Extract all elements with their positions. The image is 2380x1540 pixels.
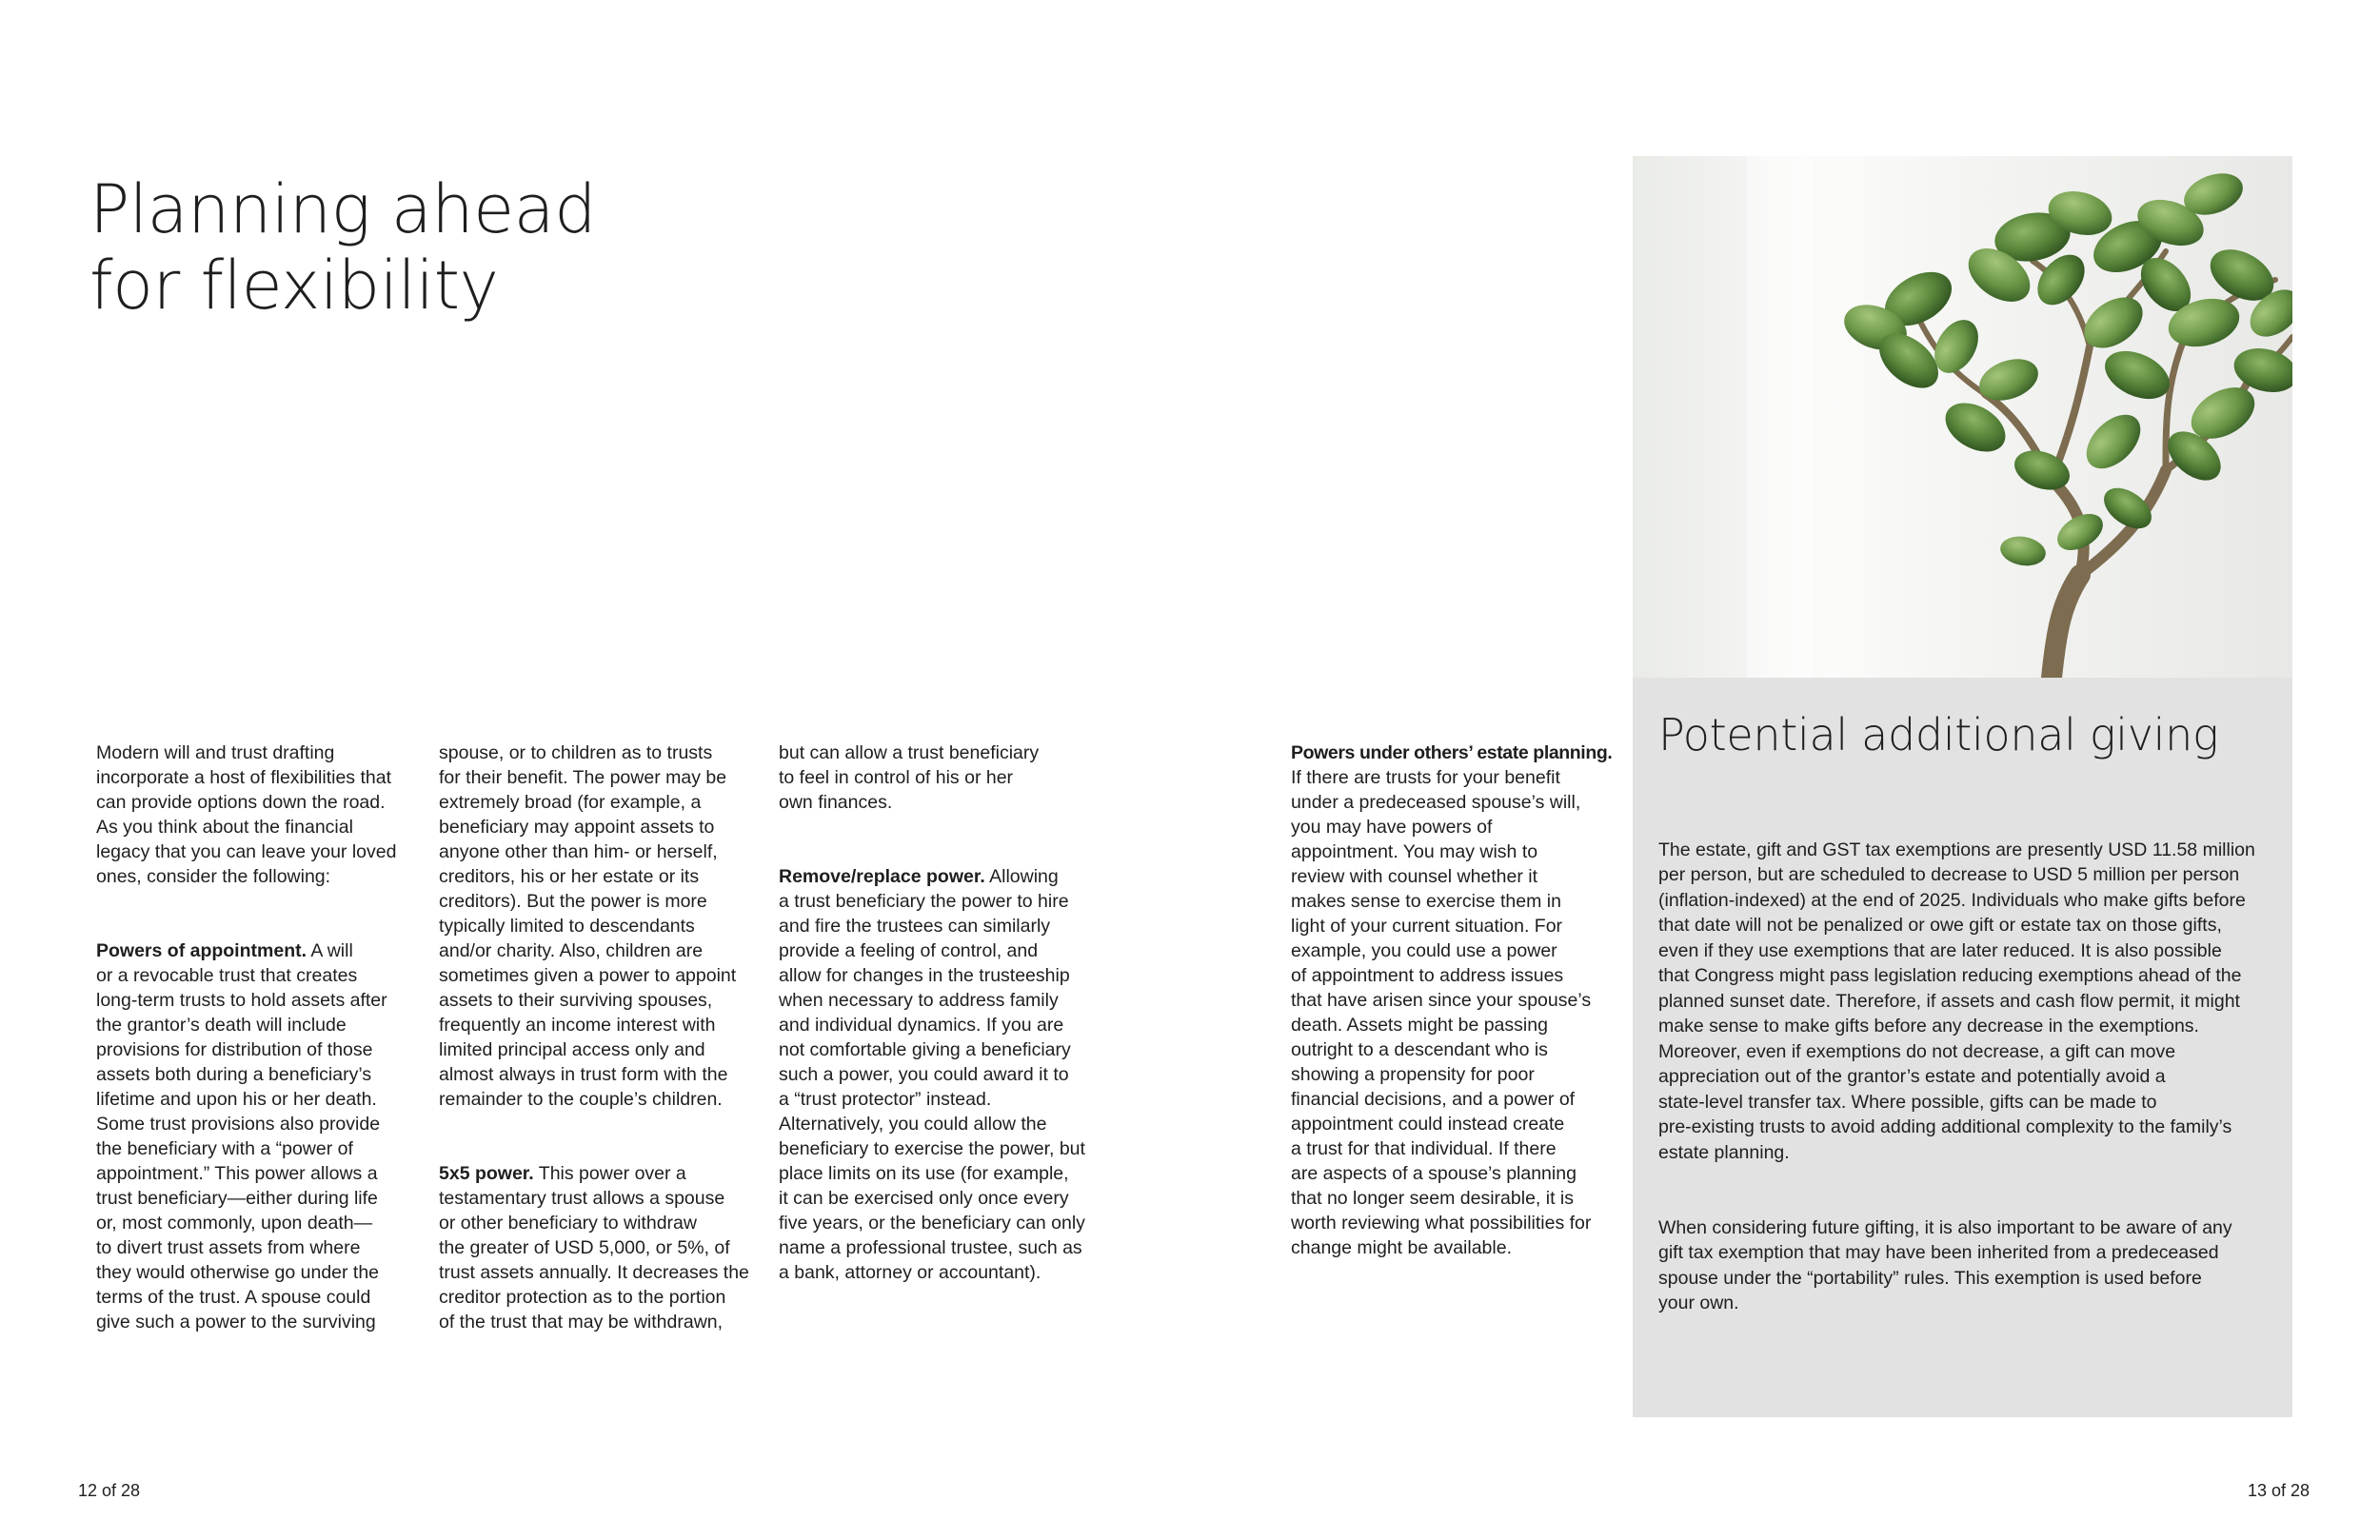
panel-paragraph-1: The estate, gift and GST tax exemptions are presently USD 11.58 million per person, but are scheduled to decrease to USD 5 million per person (inflation-indexed) at the end of 2025. Individuals who make gifts before that date will not be penalized or owe gift or estate tax on those gifts, even if they use exemptions that are later reduced. It is also possible that Congress might pass legislation reducing exemptions ahead of the planned sunset date. Therefore, if assets and cash flow permit, it might make sense to make gifts before any decrease in the exemptions. Moreover, even if exemptions do not decrease, a gift can move appreciation out of the grantor’s estate and potentially avoid a state-level transfer tax. Where possible, gifts can be made to pre-existing trusts to avoid adding additional complexity to the family’s estate planning. bbox=[1658, 839, 2255, 1163]
panel-body bbox=[1658, 812, 2277, 1366]
plant-illustration bbox=[1633, 156, 2292, 678]
remove-replace-heading: Remove/replace power. bbox=[779, 866, 985, 887]
five-by-five-heading: 5x5 power. bbox=[439, 1163, 534, 1184]
powers-continued-paragraph: spouse, or to children as to trusts for their benefit. The power may be extremely broad (for example, a beneficiary may appoint assets to anyone other than him- or herself, creditors, his or her estate or its creditors). But the power is more typically limited to descendants and/or charity. Also, children are sometimes given a power to appoint assets to their surviving spouses, frequently an income interest with limited principal access only and almost always in trust form with the remainder to the couple’s children. bbox=[439, 742, 737, 1110]
remove-replace-paragraph bbox=[779, 864, 1102, 1285]
intro-paragraph: Modern will and trust drafting incorporate a host of flexibilities that can provide options down the road. As you think about the financial legacy that you can leave your loved ones, consider the following: bbox=[96, 742, 397, 887]
remove-replace-text: Allowing a trust beneficiary the power to hire and fire the trustees can similarly provide a feeling of control, and allow for changes in the trusteeship when necessary to address family and individual dynamics. If you are not comfortable giving a beneficiary such a power, you could award it to a “trust protector” instead. Alternatively, you could allow the beneficiary to exercise the power, but place limits on its use (for example, it can be exercised only once every five years, or the beneficiary can only name a professional trustee, such as a bank, attorney or accountant). bbox=[779, 866, 1085, 1283]
others-estate-planning-paragraph bbox=[1291, 740, 1624, 1260]
jade-plant-photo bbox=[1633, 156, 2292, 678]
others-estate-planning-text: If there are trusts for your benefit under a predeceased spouse’s will, you may have powers of appointment. You may wish to review with counsel whether it makes sense to exercise them in light of your current situation. For example, you could use a power of appointment to address issues that have arisen since your spouse’s death. Assets might be passing outright to a descendant who is showing a propensity for poor financial decisions, and a power of appointment could instead create a trust for that individual. If there are aspects of a spouse’s planning that no longer seem desirable, it is worth reviewing what possibilities for change might be available. bbox=[1291, 767, 1592, 1258]
page-title bbox=[89, 171, 596, 324]
page-title-line-1: Planning ahead bbox=[89, 170, 597, 248]
panel-paragraph-2: When considering future gifting, it is also important to be aware of any gift tax exemption that may have been inherited from a predeceased spouse under the “portability” rules. This exemption is used before your own. bbox=[1658, 1216, 2232, 1313]
text-column-3 bbox=[779, 716, 1102, 1310]
powers-of-appointment-paragraph bbox=[96, 938, 420, 1334]
panel-title: Potential additional giving bbox=[1658, 709, 2219, 760]
five-by-five-text: This power over a testamentary trust allows a spouse or other beneficiary to withdraw the greater of USD 5,000, or 5%, of trust assets annually. It decreases the creditor protection as to the portion of the trust that may be withdrawn, bbox=[439, 1163, 749, 1333]
page-number-right: 13 of 28 bbox=[2247, 1481, 2310, 1500]
text-column-2 bbox=[439, 716, 763, 1359]
five-by-five-paragraph bbox=[439, 1161, 763, 1334]
five-by-five-continued-paragraph: but can allow a trust beneficiary to feel in control of his or her own finances. bbox=[779, 742, 1040, 813]
powers-of-appointment-heading: Powers of appointment. bbox=[96, 940, 307, 961]
potential-giving-panel bbox=[1633, 678, 2292, 1417]
powers-of-appointment-text: A will or a revocable trust that creates long-term trusts to hold assets after the grantor’s death will include provisions for distribution of those assets both during a beneficiary’s lifetime and upon his or her death. Some trust provisions also provide the beneficiary with a “power of appointment.” This power allows a trust beneficiary—either during life or, most commonly, upon death— to divert trust assets from where they would otherwise go under the terms of the trust. A spouse could give such a power to the surviving bbox=[96, 940, 387, 1333]
text-column-4 bbox=[1291, 716, 1624, 1285]
page-number-left: 12 of 28 bbox=[78, 1481, 141, 1500]
page-title-line-2: for flexibility bbox=[89, 247, 499, 325]
others-estate-planning-heading: Powers under others’ estate planning. bbox=[1291, 742, 1613, 763]
text-column-1 bbox=[96, 716, 420, 1359]
